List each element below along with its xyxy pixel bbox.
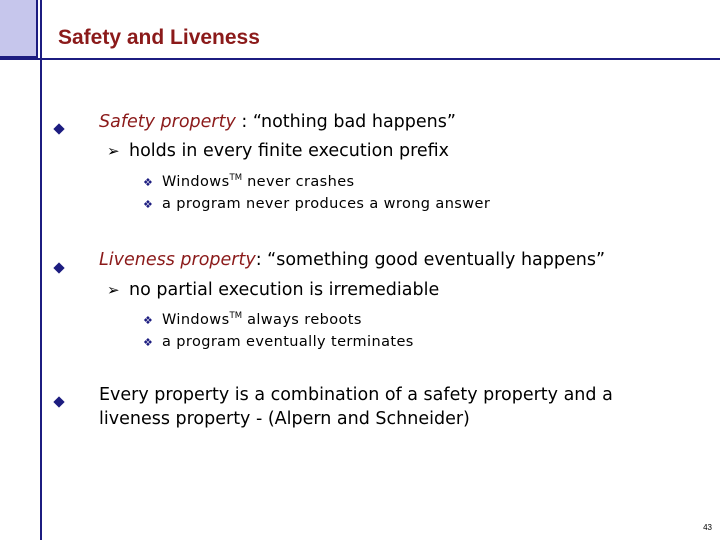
page-number: 43 (703, 523, 712, 532)
bullet-combination-line1: Every property is a combination of a safety property and a (99, 385, 613, 405)
four-diamond-bullet-icon: ❖ (143, 198, 154, 211)
arrow-bullet-icon: ➢ (107, 142, 120, 160)
four-diamond-bullet-icon: ❖ (143, 336, 154, 349)
sub-bullet-liveness (107, 278, 439, 302)
liveness-sub-text: no partial execution is irremediable (129, 280, 440, 300)
bullet-safety (99, 110, 456, 134)
example-text-rest: always reboots (242, 312, 362, 328)
liveness-definition: : “something good eventually happens” (255, 250, 606, 270)
horizontal-rule (0, 58, 720, 60)
example-liveness-1 (143, 306, 362, 331)
four-diamond-bullet-icon: ❖ (143, 314, 154, 327)
bullet-combination-line2: liveness property - (Alpern and Schneider) (99, 409, 470, 429)
example-text-rest: never crashes (242, 174, 355, 190)
vertical-rule (40, 0, 42, 540)
bullet-liveness (99, 248, 605, 272)
example-text: Windows (162, 174, 230, 190)
example-safety-2 (143, 194, 490, 215)
diamond-bullet-icon (53, 123, 64, 134)
example-text: a program eventually terminates (162, 334, 414, 350)
sub-bullet-safety (107, 139, 449, 163)
example-text: Windows (162, 312, 230, 328)
corner-decoration (0, 0, 38, 58)
example-safety-1 (143, 168, 355, 193)
slide-title: Safety and Liveness (58, 26, 260, 49)
safety-sub-text: holds in every finite execution prefix (129, 141, 450, 161)
diamond-bullet-icon (53, 262, 64, 273)
arrow-bullet-icon: ➢ (107, 281, 120, 299)
example-text: a program never produces a wrong answer (162, 196, 491, 212)
safety-definition: : “nothing bad happens” (235, 112, 456, 132)
safety-term: Safety property (99, 112, 236, 132)
liveness-term: Liveness property (99, 250, 256, 270)
example-liveness-2 (143, 332, 414, 353)
trademark-mark: TM (229, 311, 243, 321)
trademark-mark: TM (229, 173, 243, 183)
four-diamond-bullet-icon: ❖ (143, 176, 154, 189)
diamond-bullet-icon (53, 396, 64, 407)
